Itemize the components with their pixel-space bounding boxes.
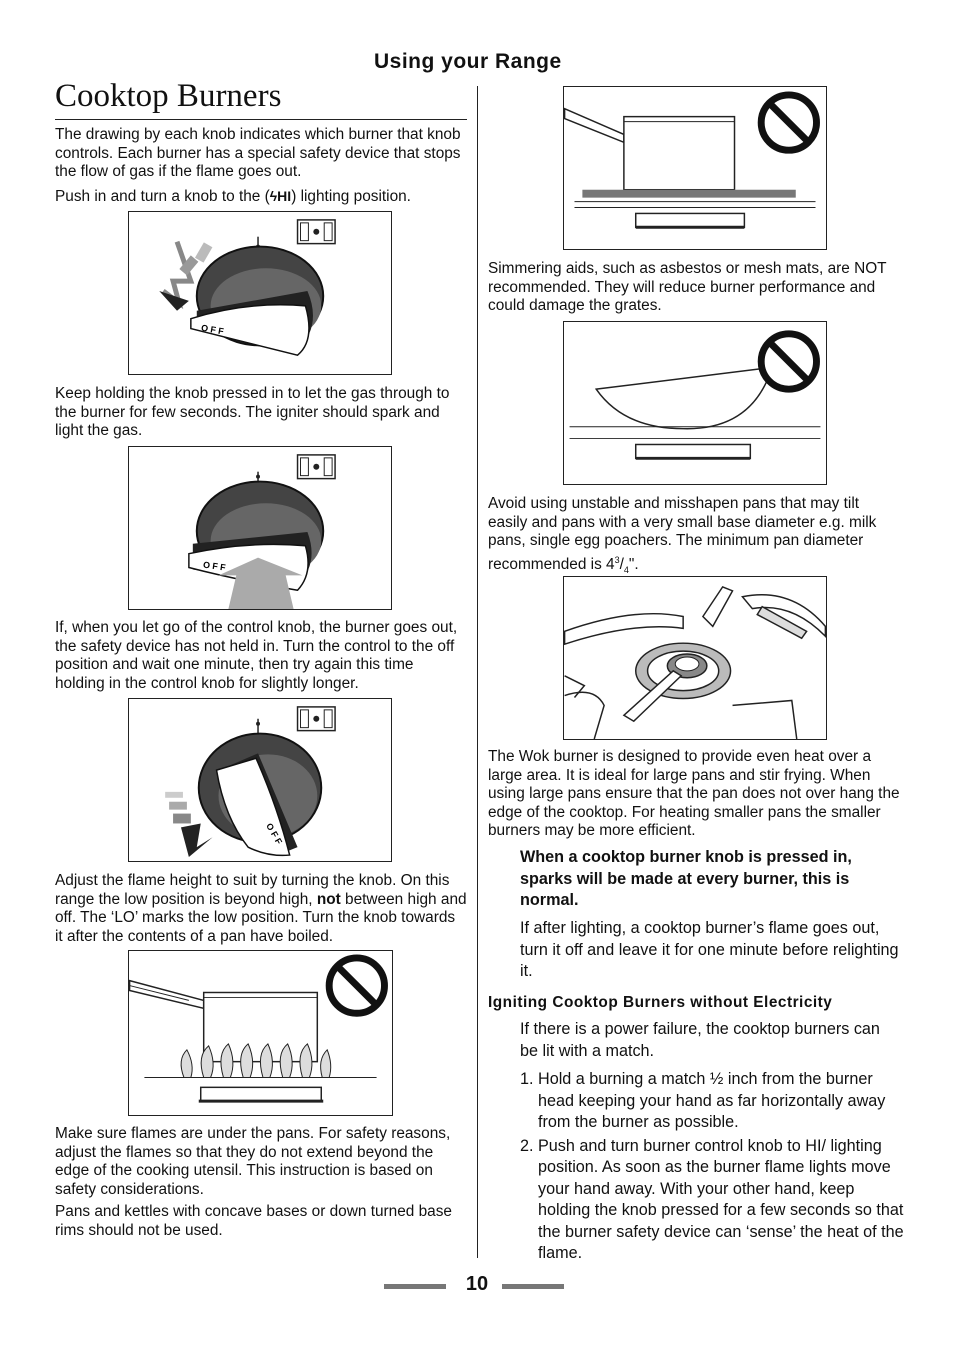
off-label-2: O F F bbox=[202, 559, 227, 573]
unstable-pans-text: Avoid using unstable and misshapen pans that may tilt easily and pans with a very small base diameter e.g. milk pans, single egg poachers. The minimum pan diameter recommended is 4 bbox=[488, 495, 877, 573]
off-label-3: O F F bbox=[264, 821, 285, 847]
simmering-aids-paragraph: Simmering aids, such as asbestos or mesh mats, are NOT recommended. They will reduce burner performance and could damage the grates. bbox=[488, 260, 887, 315]
page-number-rule-right bbox=[502, 1284, 564, 1289]
off-label: O F F bbox=[200, 322, 225, 337]
concave-bases-paragraph: Pans and kettles with concave bases or down turned base rims should not be used. bbox=[55, 1203, 452, 1239]
intro-paragraph: The drawing by each knob indicates which burner that knob controls. Each burner has a special safety device that stops the flow of gas if the flame goes out. bbox=[55, 126, 461, 181]
knob-turn-illustration bbox=[128, 211, 392, 375]
unstable-pans-paragraph: Avoid using unstable and misshapen pans that may tilt easily and pans with a very small base diameter e.g. milk pans, single egg poachers. The minimum pan diameter recommended is $4^3/_4$". bbox=[488, 495, 877, 575]
step-text: Hold a burning a match ½ inch from the burner head keeping your hand as far horizontally away from the burner as possible. bbox=[538, 1070, 886, 1131]
step-text: Push and turn burner control knob to HI/ lighting position. As soon as the burner flame lights move your hand away. With your other hand, keep holding the knob pressed for a few seconds so that the burner safety device can ‘sense’ the heat of the flame. bbox=[538, 1136, 904, 1262]
push-turn-text-end: ) lighting position. bbox=[291, 188, 411, 205]
flames-under-pans-paragraph: Make sure flames are under the pans. For safety reasons, adjust the flames so that they do not extend beyond the edge of the cooking utensil. This instruction is based on safety considerations. bbox=[55, 1125, 451, 1198]
page-title: Cooktop Burners bbox=[55, 78, 282, 114]
list-item bbox=[520, 1069, 910, 1134]
hi-lighting-icon: ϟHI bbox=[269, 188, 292, 204]
section-header: Using your Range bbox=[374, 50, 562, 73]
fraction-denominator: 4 bbox=[623, 564, 629, 575]
page-number: 10 bbox=[465, 1273, 489, 1295]
knob-lo-illustration bbox=[128, 698, 392, 862]
list-item bbox=[520, 1136, 910, 1265]
relighting-note: If after lighting, a cooktop burner’s flame goes out, turn it off and leave it for one minute before relighting it. bbox=[520, 919, 899, 980]
hold-knob-paragraph: Keep holding the knob pressed in to let the gas through to the burner for few seconds. The igniter should spark and light the gas. bbox=[55, 385, 450, 440]
flame-height-text: Adjust the flame height to suit by turning the knob. On this range the low position is beyond high, bbox=[55, 872, 450, 908]
power-failure-intro: If there is a power failure, the cooktop burners can be lit with a match. bbox=[520, 1020, 880, 1060]
flame-height-emphasis: not bbox=[316, 890, 341, 908]
column-divider bbox=[477, 86, 478, 1258]
match-lighting-steps bbox=[520, 1069, 910, 1267]
wok-burner-illustration bbox=[563, 576, 827, 740]
unstable-pan-illustration bbox=[563, 321, 827, 485]
page-number-rule-left bbox=[384, 1284, 446, 1289]
no-electricity-heading: Igniting Cooktop Burners without Electricity bbox=[488, 994, 833, 1011]
wok-burner-paragraph: The Wok burner is designed to provide even heat over a large area. It is ideal for large pans and stir frying. When using large pans ensure that the pan does not over hang the edge of the cooktop. For heating smaller pans the smaller burners may be more efficient. bbox=[488, 748, 900, 840]
sparks-note: When a cooktop burner knob is pressed in, sparks will be made at every burner, this is normal. bbox=[520, 848, 852, 909]
flame-height-text-end: between high and off. The ‘LO’ marks the low position. Turn the knob towards it after the contents of a pan have boiled. bbox=[55, 890, 467, 945]
flames-beyond-pan-illustration bbox=[128, 950, 393, 1116]
unstable-pans-text-end: ". bbox=[628, 555, 639, 573]
step-number: 1. bbox=[520, 1070, 534, 1088]
knob-press-illustration bbox=[128, 446, 392, 610]
flame-height-paragraph bbox=[55, 872, 467, 946]
safety-device-paragraph: If, when you let go of the control knob, the burner goes out, the safety device has not held in. Turn the control to the off position and wait one minute, then try again this time holding in the control knob for slightly longer. bbox=[55, 619, 458, 692]
step-number: 2. bbox=[520, 1136, 534, 1155]
push-turn-paragraph bbox=[55, 187, 467, 207]
fraction-numerator: 3 bbox=[614, 554, 620, 565]
title-rule bbox=[55, 119, 467, 120]
push-turn-text: Push in and turn a knob to the ( bbox=[55, 188, 270, 205]
simmering-mat-illustration bbox=[563, 86, 827, 250]
